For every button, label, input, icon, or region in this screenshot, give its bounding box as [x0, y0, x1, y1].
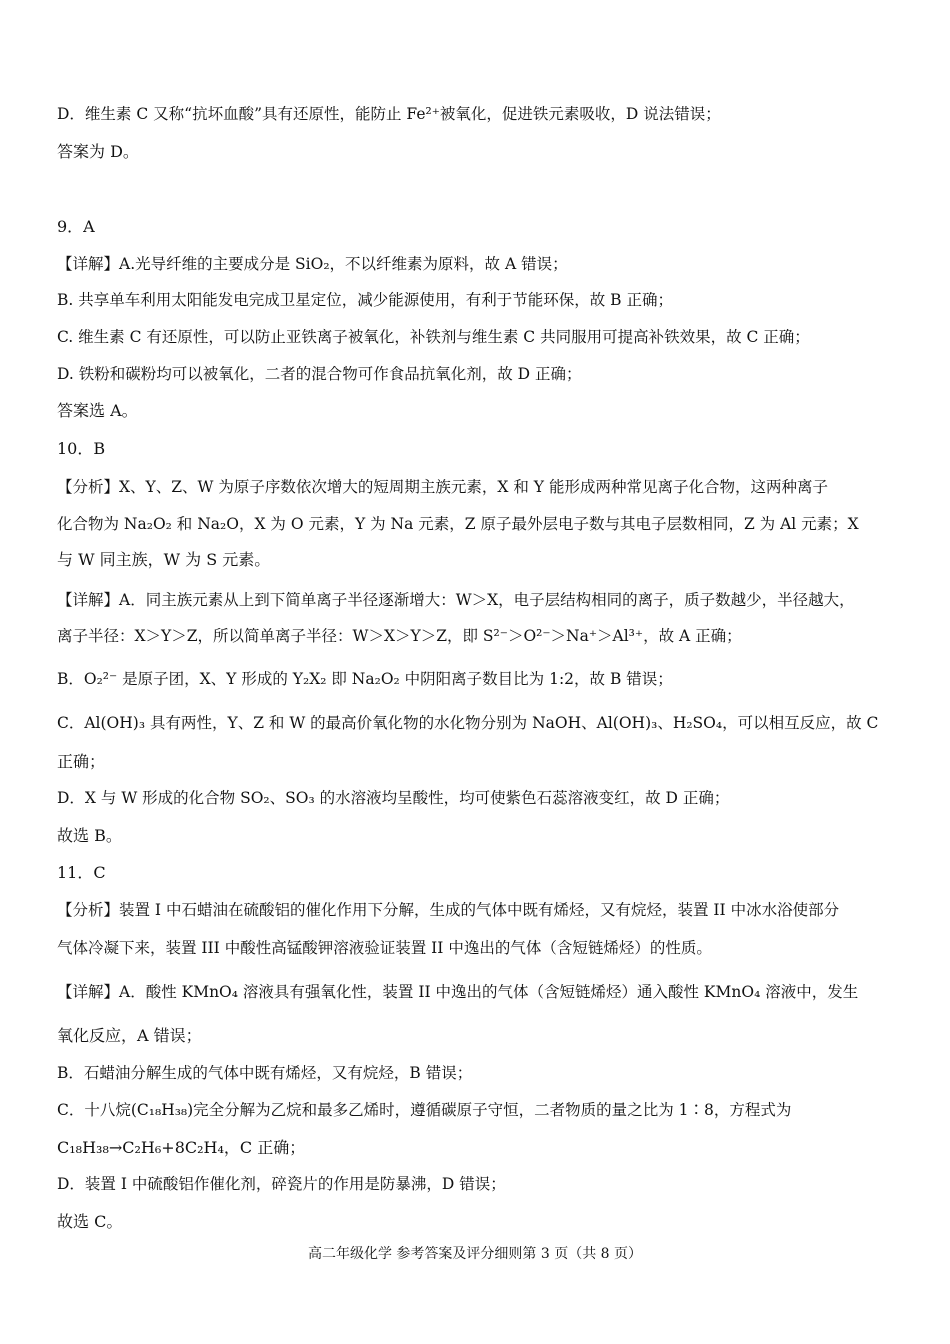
line-17: 正确； [57, 752, 106, 771]
line-24: 氧化反应，A 错误； [57, 1026, 202, 1045]
line-09: 10．B [57, 439, 106, 458]
line-10: 【分析】X、Y、Z、W 为原子序数依次增大的短周期主族元素，X 和 Y 能形成两种常见离子化合物，这两种离子 [57, 478, 828, 496]
line-02: 答案为 D。 [57, 142, 139, 161]
line-19: 故选 B。 [57, 826, 122, 845]
line-22: 气体冷凝下来，装置 III 中酸性高锰酸钾溶液验证装置 II 中逸出的气体（含短链烯烃）的性质。 [57, 939, 712, 957]
line-25: B．石蜡油分解生成的气体中既有烯烃，又有烷烃，B 错误； [57, 1064, 473, 1082]
line-06: C. 维生素 C 有还原性，可以防止亚铁离子被氧化，补铁剂与维生素 C 共同服用可提高补铁效果，故 C 正确； [57, 328, 810, 346]
line-28: D．装置 I 中硫酸铝作催化剂，碎瓷片的作用是防暴沸，D 错误； [57, 1175, 506, 1193]
line-13: 【详解】A．同主族元素从上到下简单离子半径逐渐增大：W＞X，电子层结构相同的离子，质子数越少，半径越大， [57, 591, 855, 609]
line-08: 答案选 A。 [57, 401, 138, 420]
page-footer: 高二年级化学 参考答案及评分细则第 3 页（共 8 页） [307, 1246, 643, 1262]
line-26: C．十八烷(C₁₈H₃₈)完全分解为乙烷和最多乙烯时，遵循碳原子守恒，二者物质的量之比为 1∶8，方程式为 [57, 1101, 792, 1119]
line-12: 与 W 同主族，W 为 S 元素。 [57, 550, 271, 569]
line-07: D. 铁粉和碳粉均可以被氧化，二者的混合物可作食品抗氧化剂，故 D 正确； [57, 365, 582, 383]
line-04: 【详解】A.光导纤维的主要成分是 SiO₂，不以纤维素为原料，故 A 错误； [57, 255, 568, 273]
line-18: D．X 与 W 形成的化合物 SO₂、SO₃ 的水溶液均呈酸性，均可使紫色石蕊溶液变红，故 D 正确； [57, 789, 730, 807]
line-11: 化合物为 Na₂O₂ 和 Na₂O，X 为 O 元素，Y 为 Na 元素，Z 原子最外层电子数与其电子层数相同，Z 为 Al 元素；X [57, 515, 859, 533]
line-16: C．Al(OH)₃ 具有两性，Y、Z 和 W 的最高价氧化物的水化物分别为 NaOH、Al(OH)₃、H₂SO₄，可以相互反应，故 C [57, 714, 879, 732]
line-21: 【分析】装置 I 中石蜡油在硫酸铝的催化作用下分解，生成的气体中既有烯烃，又有烷烃，装置 II 中冰水浴使部分 [57, 901, 840, 919]
line-05: B. 共享单车利用太阳能发电完成卫星定位，减少能源使用，有利于节能环保，故 B 正确； [57, 291, 673, 309]
line-01: D．维生素 C 又称“抗坏血酸”具有还原性，能防止 Fe²⁺被氧化，促进铁元素吸收，D 说法错误； [57, 105, 721, 123]
line-27: C₁₈H₃₈→C₂H₆+8C₂H₄，C 正确； [57, 1138, 306, 1157]
line-14: 离子半径：X＞Y＞Z，所以简单离子半径：W＞X＞Y＞Z，即 S²⁻＞O²⁻＞Na⁺＞Al³⁺，故 A 正确； [57, 627, 742, 645]
line-15: B．O₂²⁻ 是原子团，X、Y 形成的 Y₂X₂ 即 Na₂O₂ 中阴阳离子数目比为 1:2，故 B 错误； [57, 670, 673, 688]
line-03: 9．A [57, 217, 95, 236]
line-29: 故选 C。 [57, 1212, 123, 1231]
line-23: 【详解】A．酸性 KMnO₄ 溶液具有强氧化性，装置 II 中逸出的气体（含短链烯烃）通入酸性 KMnO₄ 溶液中，发生 [57, 983, 859, 1001]
line-20: 11．C [57, 863, 106, 882]
